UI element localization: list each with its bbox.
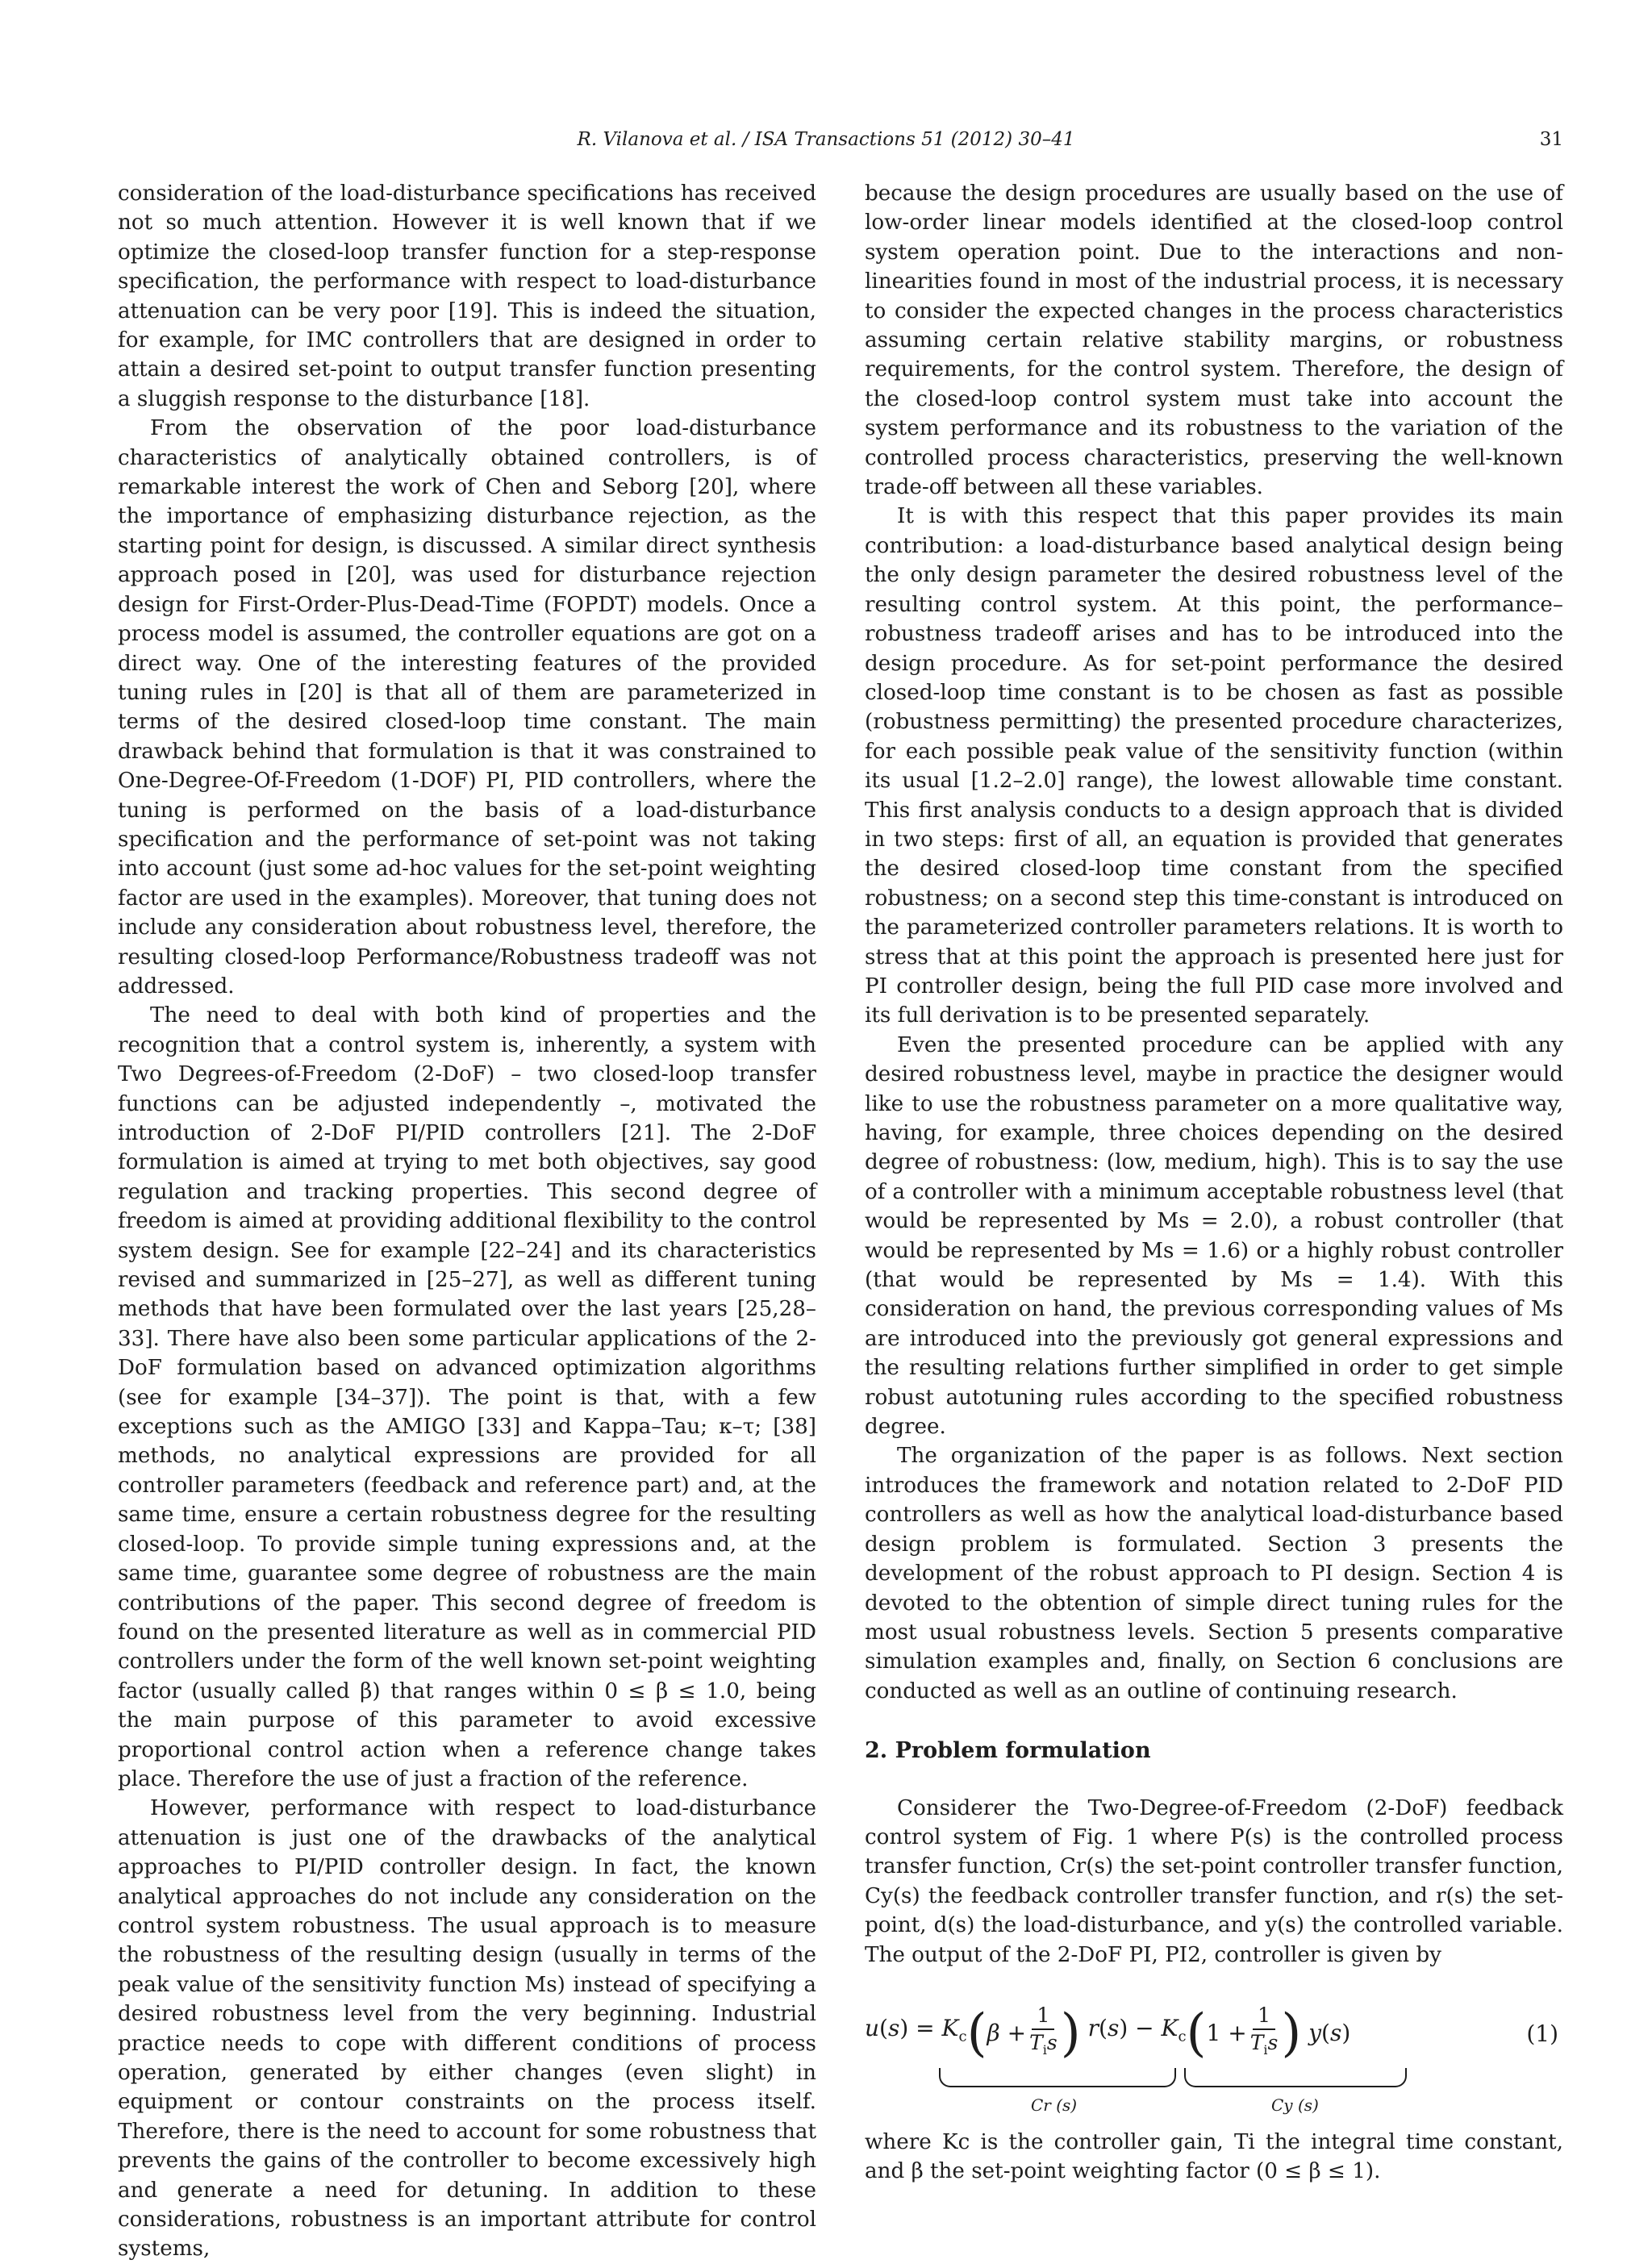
paragraph: because the design procedures are usually based on the use of low-order linear models identified at the closed-loop control system operation point. Due to the interactions and non-linearities found in most of the industrial process, it is necessary to consider the expected changes in the process characteristics assuming certain relative stability margins, or robustness requirements, for the control system. Therefore, the design of the closed-loop control system must take into account the system performance and its robustness to the variation of the controlled process characteristics, preserving the well-known trade-off between all these variables. [865,181,1563,500]
section-heading: 2. Problem formulation [865,1738,1151,1764]
left-column [118,179,816,2264]
eq-symbol: $r(s) - K_c$ [1087,2015,1187,2046]
paragraph: It is with this respect that this paper provides its main contribution: a load-disturbance based analytical design being the only design parameter the desired robustness level of the resulting control system. At this point, the performance–robustness tradeoff arises and has to be introduced into the design procedure. As for set-point performance the desired closed-loop time constant is to be chosen as fast as possible (robustness permitting) the presented procedure characterizes, for each possible peak value of the sensitivity function (within its usual [1.2–2.0] range), the lowest allowable time constant. This first analysis conducts to a design approach that is divided in two steps: first of all, an equation is provided that generates the desired closed-loop time constant from the specified robustness; on a second step this time-constant is introduced on the parameterized controller parameters relations. It is worth to stress that at this point the approach is presented here just for PI controller design, being the full PID case more involved and its full derivation is to be presented separately. [865,504,1563,1028]
eq-paren: ( [1186,2003,1207,2063]
eq-fraction: $\frac{1}{T_is}$ [1249,2003,1279,2058]
paragraph: Even the presented procedure can be applied with any desired robustness level, maybe in practice the designer would like to use the robustness parameter on a more qualitative way, having, for example, three choices depending on the desired degree of robustness: (low, medium, high). This is to say the use of a controller with a minimum acceptable robustness level (that would be represented by Ms = 2.0), a robust controller (that would be represented by Ms = 1.6) or a highly robust controller (that would be represented by Ms = 1.4). With this consideration on hand, the previous corresponding values of Ms are introduced into the previously got general expressions and the resulting relations further simplified in order to get simple robust autotuning rules according to the specified robustness degree. [865,1032,1563,1440]
brace-label-cy: Cy (s) [1271,2095,1319,2115]
paragraph: From the observation of the poor load-disturbance characteristics of analytically obtained controllers, is of remarkable interest the work of Chen and Seborg [20], where the importance of emphasizing disturbance rejection, as the starting point for design, is discussed. A similar direct synthesis approach posed in [20], was used for disturbance rejection design for First-Order-Plus-Dead-Time (FOPDT) models. Once a process model is assumed, the controller equations are got on a direct way. One of the interesting features of the provided tuning rules in [20] is that all of them are parameterized in terms of the desired closed-loop time constant. The main drawback behind that formulation is that it was constrained to One-Degree-Of-Freedom (1-DOF) PI, PID controllers, where the tuning is performed on the basis of a load-disturbance specification and the performance of set-point was not taking into account (just some ad-hoc values for the set-point weighting factor are used in the examples). Moreover, that tuning does not include any consideration about robustness level, therefore, the resulting closed-loop Performance/Robustness tradeoff was not addressed. [118,416,816,999]
equation-1 [865,1991,1563,2115]
eq-paren: ( [966,2003,987,2063]
paragraph: However, performance with respect to load-disturbance attenuation is just one of the drawbacks of the analytical approaches to PI/PID controller design. In fact, the known analytical approaches do not include any consideration on the control system robustness. The usual approach is to measure the robustness of the resulting design (usually in terms of the peak value of the sensitivity function Ms) instead of specifying a desired robustness level from the very beginning. Industrial practice needs to cope with different conditions of process operation, generated by either changes (even slight) in equipment or contour constraints on the process itself. Therefore, there is the need to account for some robustness that prevents the gains of the controller to become excessively high and generate a need for detuning. In addition to these considerations, robustness is an important attribute for control systems, [118,1796,816,2262]
paragraph: Considerer the Two-Degree-of-Freedom (2-DoF) feedback control system of Fig. 1 where P(s) is the controlled process transfer function, Cr(s) the set-point controller transfer function, Cy(s) the feedback controller transfer function, and r(s) the set-point, d(s) the load-disturbance, and y(s) the controlled variable. The output of the 2-DoF PI, PI2, controller is given by [865,1795,1563,1967]
journal-citation: R. Vilanova et al. / ISA Transactions 51 (2012) 30–41 [577,129,1075,150]
equation-number: (1) [1526,2020,1558,2047]
eq-symbol: 1 + [1206,2019,1247,2046]
eq-paren: ) [1060,2003,1081,2063]
eq-fraction: $\frac{1}{T_is}$ [1029,2003,1058,2058]
brace-label-cr: Cr (s) [1031,2095,1078,2115]
paragraph: where Kc is the controller gain, Ti the integral time constant, and β the set-point weighting factor (0 ≤ β ≤ 1). [865,2129,1563,2184]
paragraph: consideration of the load-disturbance specifications has received not so much attention. However it is well known that if we optimize the closed-loop transfer function for a step-response specification, the performance with respect to load-disturbance attenuation can be very poor [19]. This is indeed the situation, for example, for IMC controllers that are designed in order to attain a desired set-point to output transfer function presenting a sluggish response to the disturbance [18]. [118,181,816,411]
eq-paren: ) [1281,2003,1302,2063]
eq-symbol: β + [987,2019,1027,2046]
paragraph: The need to deal with both kind of properties and the recognition that a control system is, inherently, a system with Two Degrees-of-Freedom (2-DoF) – two closed-loop transfer functions can be adjusted independently –, motivated the introduction of 2-DoF PI/PID controllers [21]. The 2-DoF formulation is aimed at trying to met both objectives, say good regulation and tracking properties. This second degree of freedom is aimed at providing additional flexibility to the control system design. See for example [22–24] and its characteristics revised and summarized in [25–27], as well as different tuning methods that have been formulated over the last years [25,28–33]. There have also been some particular applications of the 2-DoF formulation based on advanced optimization algorithms (see for example [34–37]). The point is that, with a few exceptions such as the AMIGO [33] and Kappa–Tau; κ–τ; [38] methods, no analytical expressions are provided for all controller parameters (feedback and reference part) and, at the same time, ensure a certain robustness degree for the resulting closed-loop. To provide simple tuning expressions and, at the same time, guarantee some degree of robustness are the main contributions of the paper. This second degree of freedom is found on the presented literature as well as in commercial PID controllers under the form of the well known set-point weighting factor (usually called β) that ranges within 0 ≤ β ≤ 1.0, being the main purpose of this parameter to avoid excessive proportional control action when a reference change takes place. Therefore the use of just a fraction of the reference. [118,1003,816,1791]
underbrace-cr [939,2068,1176,2087]
equation-body [865,1997,1350,2070]
eq-symbol: y(s) [1308,2019,1351,2046]
running-header [0,129,1652,153]
right-column [865,179,1563,2187]
page-number: 31 [1539,129,1563,150]
eq-symbol: $u(s) = K_c$ [865,2015,967,2046]
underbrace-cy [1184,2068,1407,2087]
paragraph: The organization of the paper is as follows. Next section introduces the framework and notation related to 2-DoF PID controllers as well as how the analytical load-disturbance based design problem is formulated. Section 3 presents the development of the robust approach to PI design. Section 4 is devoted to the obtention of simple direct tuning rules for the most usual robustness levels. Section 5 presents comparative simulation examples and, finally, on Section 6 conclusions are conducted as well as an outline of continuing research. [865,1444,1563,1703]
